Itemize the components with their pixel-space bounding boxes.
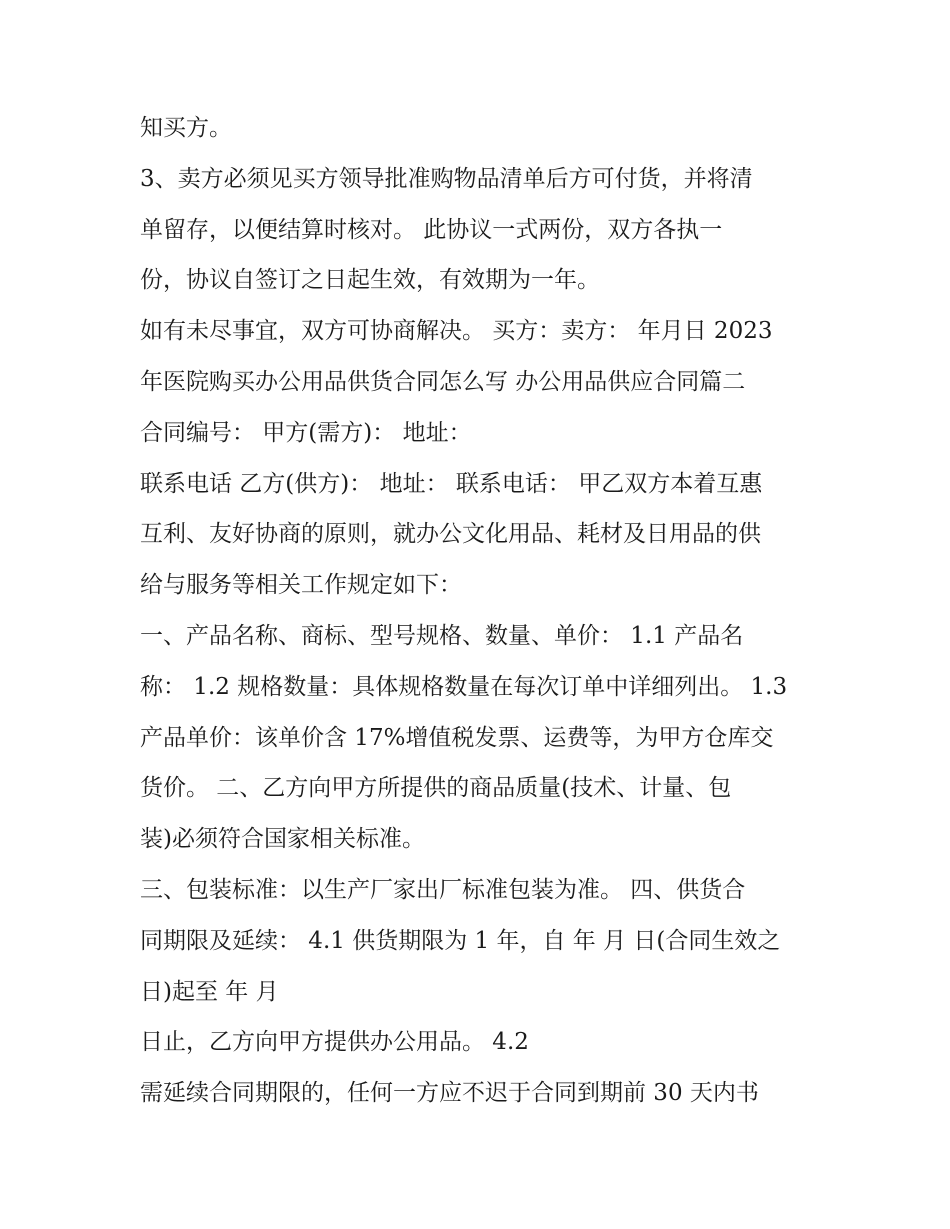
text-line: 合同编号： 甲方(需方)： 地址：	[140, 419, 472, 446]
text-line: 3、卖方必须见买方领导批准购物品清单后方可付货，并将清	[140, 165, 753, 192]
text-line: 年医院购买办公用品供货合同怎么写 办公用品供应合同篇二	[140, 369, 746, 395]
text-line: 货价。 二、乙方向甲方所提供的商品质量(技术、计量、包	[140, 775, 732, 802]
text-line: 份，协议自签订之日起生效，有效期为一年。	[140, 267, 600, 294]
text-line: 同期限及延续： 4.1 供货期限为 1 年，自 年 月 日(合同生效之	[140, 927, 781, 954]
text-line: 一、产品名称、商标、型号规格、数量、单价： 1.1 产品名	[140, 623, 744, 649]
text-line: 知买方。	[140, 115, 232, 141]
text-line: 给与服务等相关工作规定如下：	[140, 572, 462, 599]
text-line: 三、包装标准：以生产厂家出厂标准包装为准。 四、供货合	[140, 877, 746, 903]
text-line: 需延续合同期限的，任何一方应不迟于合同到期前 30 天内书	[140, 1080, 759, 1107]
text-line: 如有未尽事宜，双方可协商解决。 买方：卖方： 年月日 2023	[140, 318, 773, 345]
text-line: 互利、友好协商的原则，就办公文化用品、耗材及日用品的供	[140, 521, 761, 548]
text-line: 日)起至 年 月	[140, 978, 279, 1005]
text-line: 装)必须符合国家相关标准。	[140, 826, 425, 853]
text-line: 称： 1.2 规格数量：具体规格数量在每次订单中详细列出。 1.3	[140, 673, 788, 700]
text-line: 联系电话 乙方(供方)： 地址： 联系电话： 甲乙双方本着互惠	[140, 470, 763, 497]
text-line: 单留存，以便结算时核对。 此协议一式两份，双方各执一	[140, 216, 723, 243]
text-line: 产品单价：该单价含 17%增值税发票、运费等，为甲方仓库交	[140, 724, 774, 751]
text-line: 日止，乙方向甲方提供办公用品。 4.2	[140, 1029, 529, 1056]
